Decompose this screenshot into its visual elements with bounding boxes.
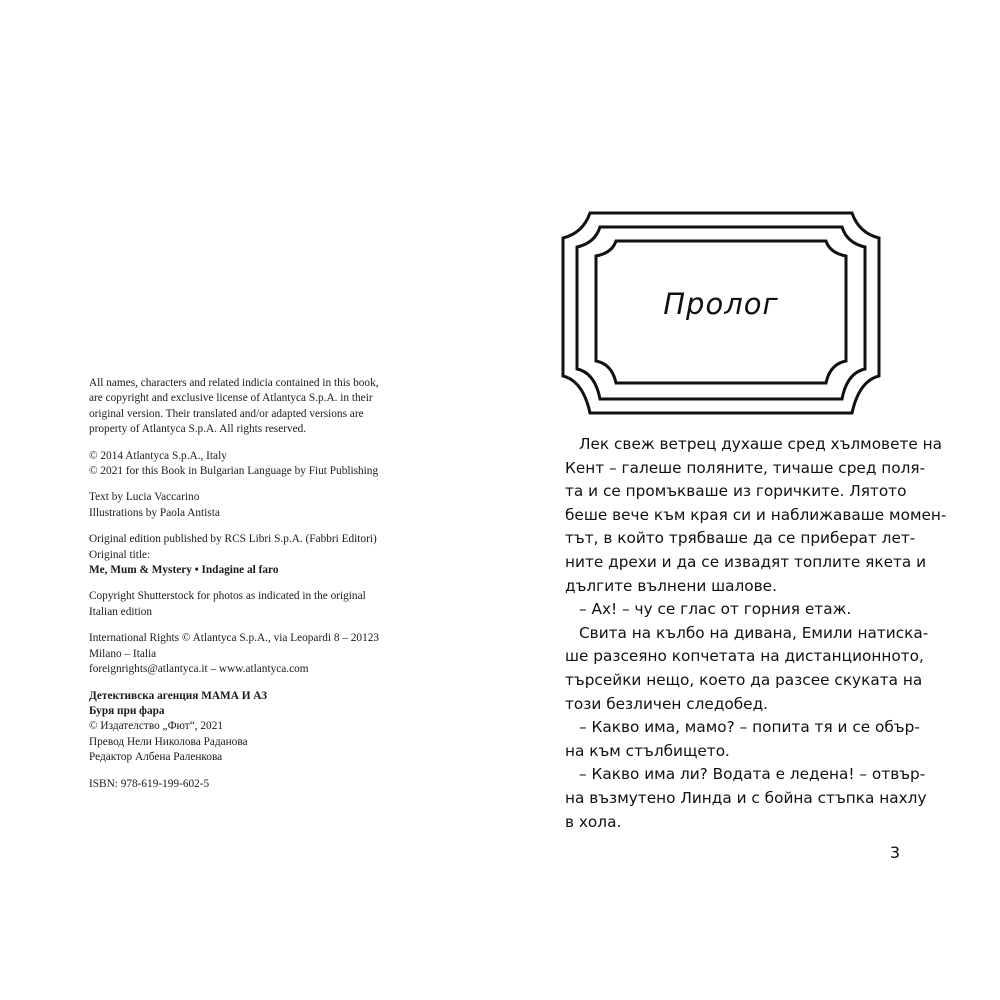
imprint-line: Text by Lucia Vaccarino bbox=[89, 491, 200, 504]
text-line: ните дрехи и да се извадят топлите якета и bbox=[565, 552, 927, 571]
original-title: Me, Mum & Mystery • Indagine al faro bbox=[89, 564, 279, 577]
text-line: този безличен следобед. bbox=[565, 694, 769, 713]
bulgarian-edition bbox=[89, 689, 429, 766]
photo-copyright bbox=[89, 589, 429, 620]
rights-notice bbox=[89, 376, 429, 438]
text-line: Свита на кълбо на дивана, Емили натиска- bbox=[579, 623, 929, 642]
imprint-line: © Издателство „Фют“, 2021 bbox=[89, 720, 223, 733]
imprint-line: © 2021 for this Book in Bulgarian Language by Fiut Publishing bbox=[89, 465, 379, 478]
text-line: в хола. bbox=[565, 812, 622, 831]
copyright-imprint bbox=[89, 376, 429, 803]
text-line: на към стълбището. bbox=[565, 741, 730, 760]
chapter-frame bbox=[556, 211, 886, 416]
imprint-line: Illustrations by Paola Antista bbox=[89, 506, 220, 519]
credits bbox=[89, 490, 429, 521]
isbn bbox=[89, 777, 429, 792]
imprint-line: are copyright and exclusive license of Atlantyca S.p.A. in their bbox=[89, 392, 373, 405]
original-edition bbox=[89, 532, 429, 578]
imprint-line: Original edition published by RCS Libri S.p.A. (Fabbri Editori) bbox=[89, 533, 377, 546]
series-title: Детективска агенция МАМА И АЗ bbox=[89, 689, 268, 702]
imprint-line: Italian edition bbox=[89, 605, 153, 618]
copyright-lines bbox=[89, 449, 429, 480]
text-line: ше разсеяно копчетата на дистанционното, bbox=[565, 647, 924, 666]
imprint-line: Copyright Shutterstock for photos as indicated in the original bbox=[89, 590, 366, 603]
text-line: та и се промъкваше из горичките. Лятото bbox=[565, 482, 907, 501]
imprint-line: All names, characters and related indicia contained in this book, bbox=[89, 377, 379, 389]
page-number: 3 bbox=[889, 843, 900, 862]
isbn-line: ISBN: 978-619-199-602-5 bbox=[89, 777, 210, 790]
imprint-line: © 2014 Atlantyca S.p.A., Italy bbox=[89, 449, 227, 462]
story-text bbox=[565, 433, 947, 834]
text-line: дългите вълнени шалове. bbox=[565, 576, 777, 595]
text-line: – Какво има, мамо? – попита тя и се обър- bbox=[579, 718, 920, 737]
text-line: беше вече към края си и наближаваше момен- bbox=[565, 505, 947, 524]
text-line: Лек свеж ветрец духаше сред хълмовете на bbox=[579, 435, 943, 453]
imprint-line: foreignrights@atlantyca.it – www.atlantyca.com bbox=[89, 663, 309, 676]
chapter-title: Пролог bbox=[663, 287, 779, 321]
imprint-line: Original title: bbox=[89, 548, 151, 561]
text-line: тът, в който трябваше да се приберат лет- bbox=[565, 529, 916, 548]
imprint-line: Milano – Italia bbox=[89, 647, 157, 660]
imprint-line: Превод Нели Николова Раданова bbox=[89, 735, 248, 748]
text-line: – Ах! – чу се глас от горния етаж. bbox=[579, 600, 852, 619]
imprint-line: original version. Their translated and/or adapted versions are bbox=[89, 407, 364, 420]
imprint-line: Редактор Албена Раленкова bbox=[89, 751, 223, 764]
book-title: Буря при фара bbox=[89, 704, 165, 717]
imprint-line: property of Atlantyca S.p.A. All rights reserved. bbox=[89, 423, 307, 436]
text-line: Кент – галеше поляните, тичаше сред поля- bbox=[565, 458, 926, 477]
text-line: – Какво има ли? Водата е ледена! – отвър- bbox=[579, 765, 926, 784]
international-rights bbox=[89, 631, 429, 677]
text-line: търсейки нещо, което да разсее скуката на bbox=[565, 670, 923, 689]
text-line: на възмутено Линда и с бойна стъпка нахлу bbox=[565, 788, 927, 807]
imprint-line: International Rights © Atlantyca S.p.A., via Leopardi 8 – 20123 bbox=[89, 632, 380, 645]
